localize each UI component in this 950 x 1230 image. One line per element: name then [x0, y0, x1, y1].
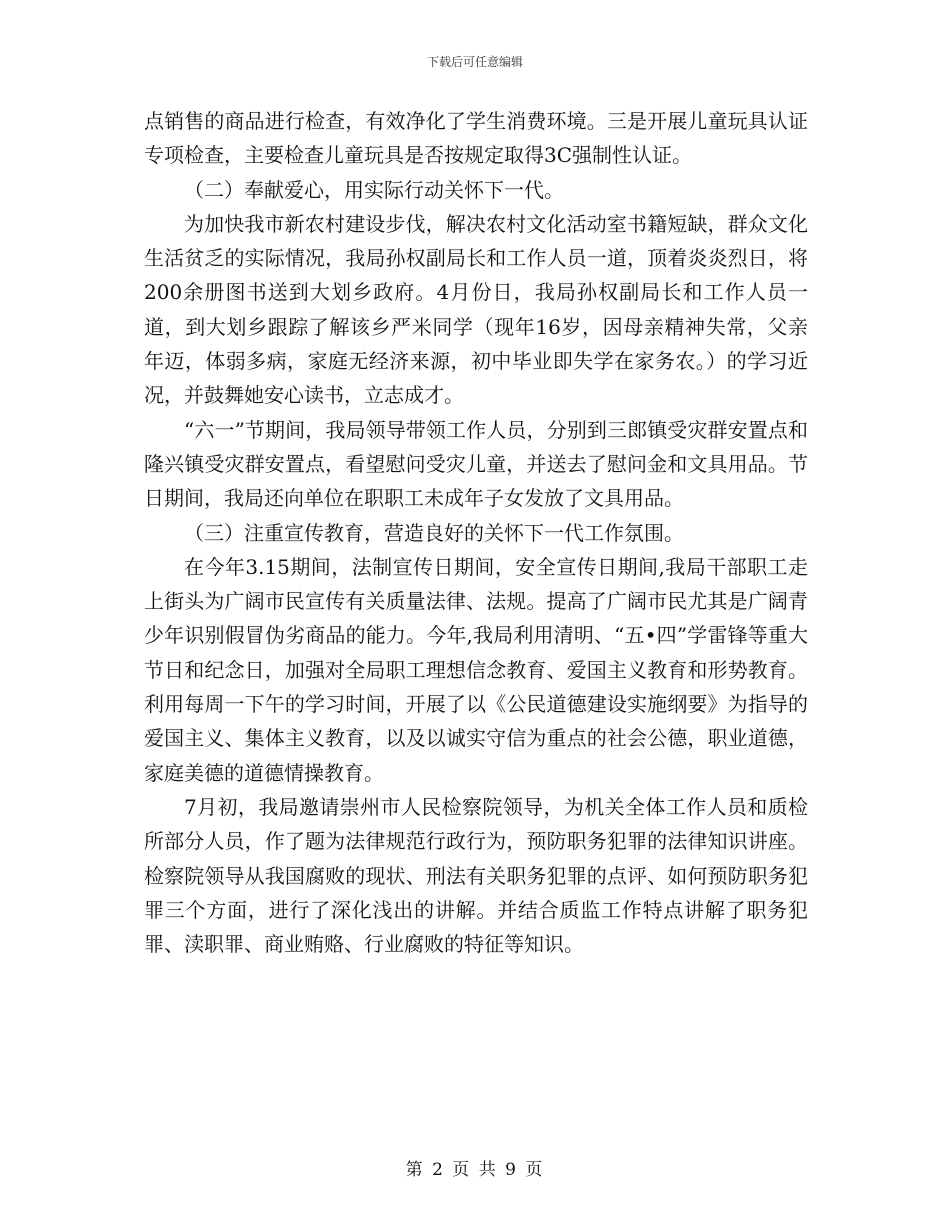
- paragraph-6: 在今年3.15期间，法制宣传日期间，安全宣传日期间,我局干部职工走上街头为广阔市民宣传有关质量法律、法规。提高了广阔市民尤其是广阔青少年识别假冒伪劣商品的能力。今年,我局利用清明、“五•四”学雷锋等重大节日和纪念日，加强对全局职工理想信念教育、爱国主义教育和形势教育。利用每周一下午的学习时间，开展了以《公民道德建设实施纲要》为指导的爱国主义、集体主义教育，以及以诚实守信为重点的社会公德，职业道德，家庭美德的道德情操教育。: [144, 554, 808, 785]
- document-body: [144, 104, 808, 961]
- section-heading-3: （三）注重宣传教育，营造良好的关怀下一代工作氛围。: [184, 520, 684, 545]
- paragraph-4: “六一”节期间，我局领导带领工作人员，分别到三郎镇受灾群安置点和隆兴镇受灾群安置点，看望慰问受灾儿童，并送去了慰问金和文具用品。节日期间，我局还向单位在职职工未成年子女发放了文具用品。: [144, 417, 808, 511]
- paragraph-3: 为加快我市新农村建设步伐，解决农村文化活动室书籍短缺，群众文化生活贫乏的实际情况，我局孙权副局长和工作人员一道，顶着炎炎烈日，将200余册图书送到大划乡政府。4月份日，我局孙权副局长和工作人员一道，到大划乡跟踪了解该乡严米同学（现年16岁，因母亲精神失常，父亲年迈，体弱多病，家庭无经济来源，初中毕业即失学在家务农。）的学习近况，并鼓舞她安心读书，立志成才。: [144, 211, 808, 408]
- header-note: 下载后可任意编辑: [426, 55, 523, 69]
- paragraph-1: 点销售的商品进行检查，有效净化了学生消费环境。三是开展儿童玩具认证专项检查，主要检查儿童玩具是否按规定取得3C强制性认证。: [144, 109, 808, 168]
- paragraph-7: 7月初，我局邀请崇州市人民检察院领导，为机关全体工作人员和质检所部分人员，作了题为法律规范行政行为，预防职务犯罪的法律知识讲座。检察院领导从我国腐败的现状、刑法有关职务犯罪的点评、如何预防职务犯罪三个方面，进行了深化浅出的讲解。并结合质监工作特点讲解了职务犯罪、渎职罪、商业贿赂、行业腐败的特征等知识。: [144, 794, 808, 957]
- section-heading-2: （二）奉献爱心，用实际行动关怀下一代。: [184, 177, 564, 202]
- page-number: 第 2 页 共 9 页: [405, 1160, 545, 1180]
